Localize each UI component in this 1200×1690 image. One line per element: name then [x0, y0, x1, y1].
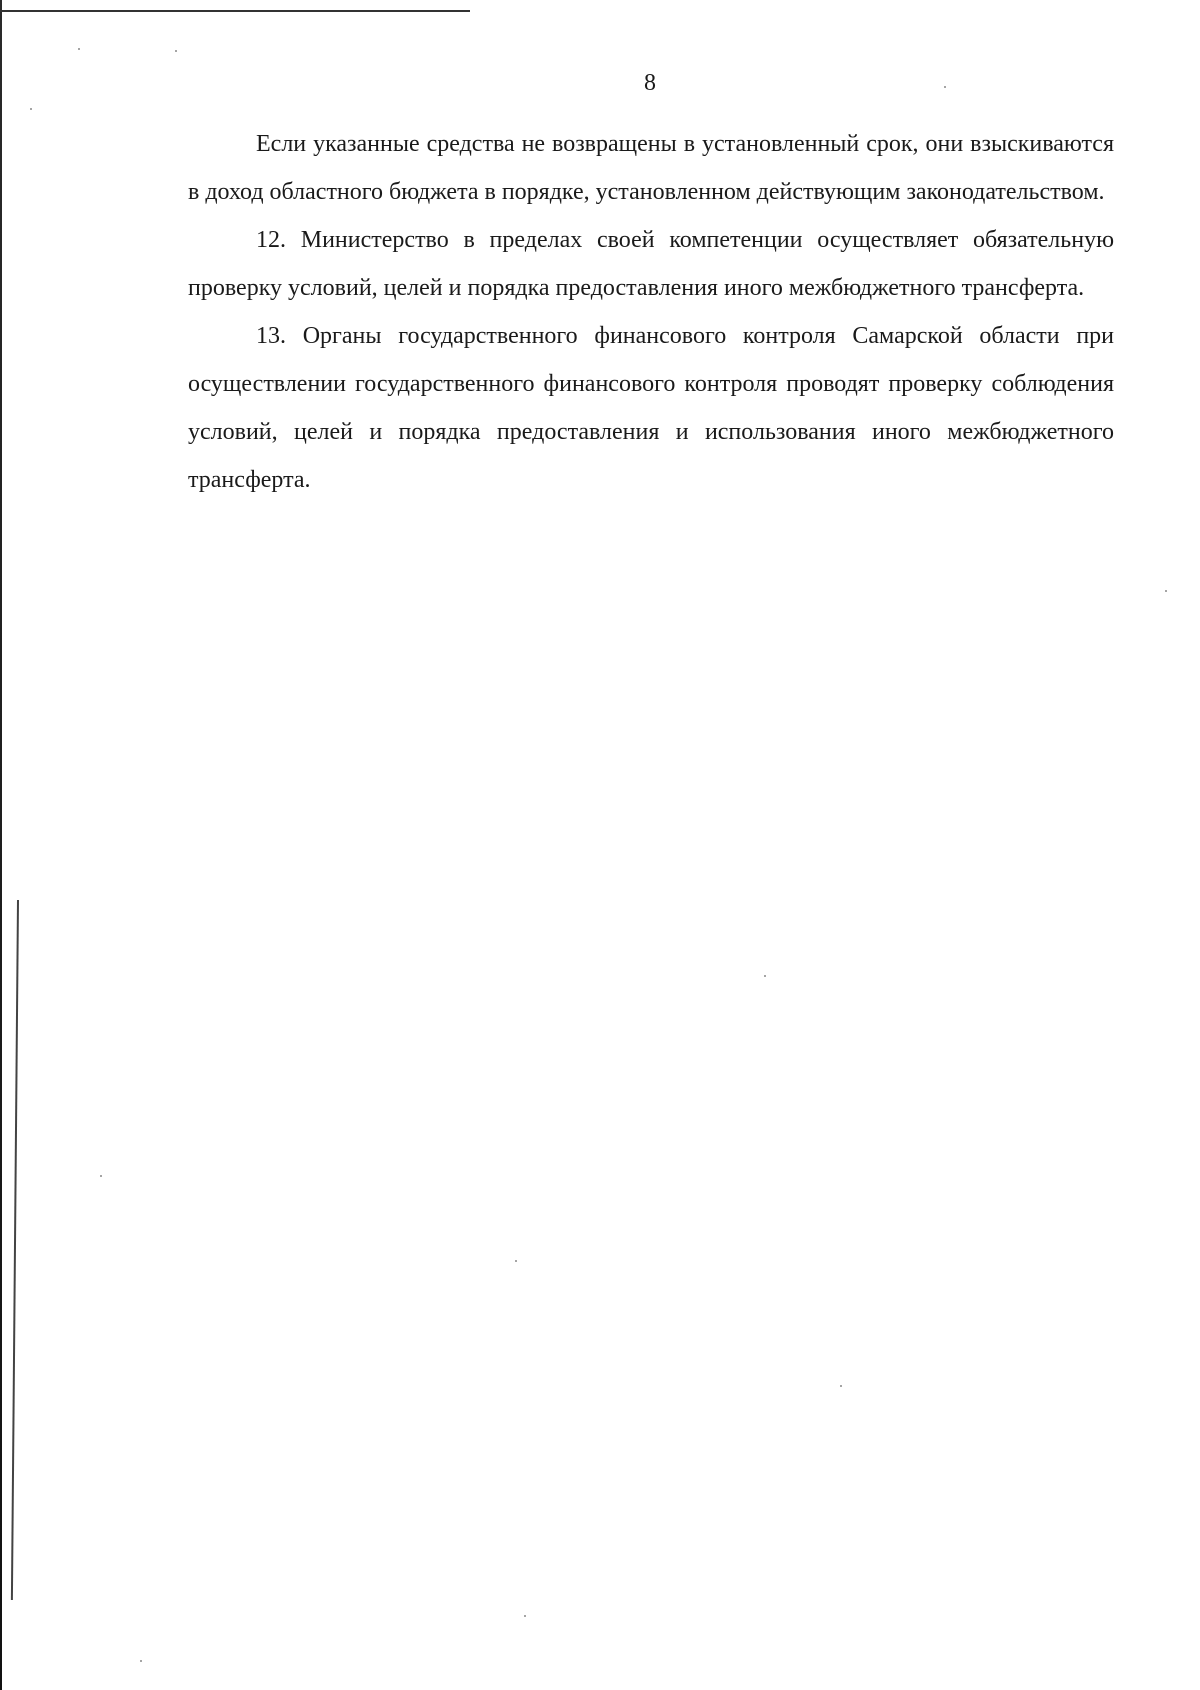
- scan-speck: [515, 1260, 517, 1262]
- scan-speck: [1165, 590, 1167, 592]
- scan-border-left: [0, 0, 2, 1690]
- scan-speck: [764, 975, 766, 977]
- scan-speck: [140, 1660, 142, 1662]
- scan-speck: [175, 50, 177, 52]
- scan-speck: [78, 48, 80, 50]
- scan-border-top: [0, 10, 470, 12]
- document-body: [188, 120, 1114, 504]
- paragraph-13-financial-control: 13. Органы государственного финансового контроля Самарской области при осуществлении государственного финансового контроля проводят проверку соблюдения условий, целей и порядка предоставления и использования иного межбюджетного трансферта.: [188, 323, 1114, 493]
- scan-speck: [30, 108, 32, 110]
- page-number: 8: [644, 70, 656, 96]
- scan-speck: [840, 1385, 842, 1387]
- scan-speck: [100, 1175, 102, 1177]
- scan-border-inner: [11, 900, 19, 1600]
- scan-speck: [524, 1615, 526, 1617]
- paragraph-funds-recovery: Если указанные средства не возвращены в установленный срок, они взыскиваются в доход областного бюджета в порядке, установленном действующим законодательством.: [188, 131, 1114, 205]
- scan-speck: [944, 86, 946, 88]
- paragraph-12-ministry-check: 12. Министерство в пределах своей компетенции осуществляет обязательную проверку условий, целей и порядка предоставления иного межбюджетного трансферта.: [188, 227, 1114, 301]
